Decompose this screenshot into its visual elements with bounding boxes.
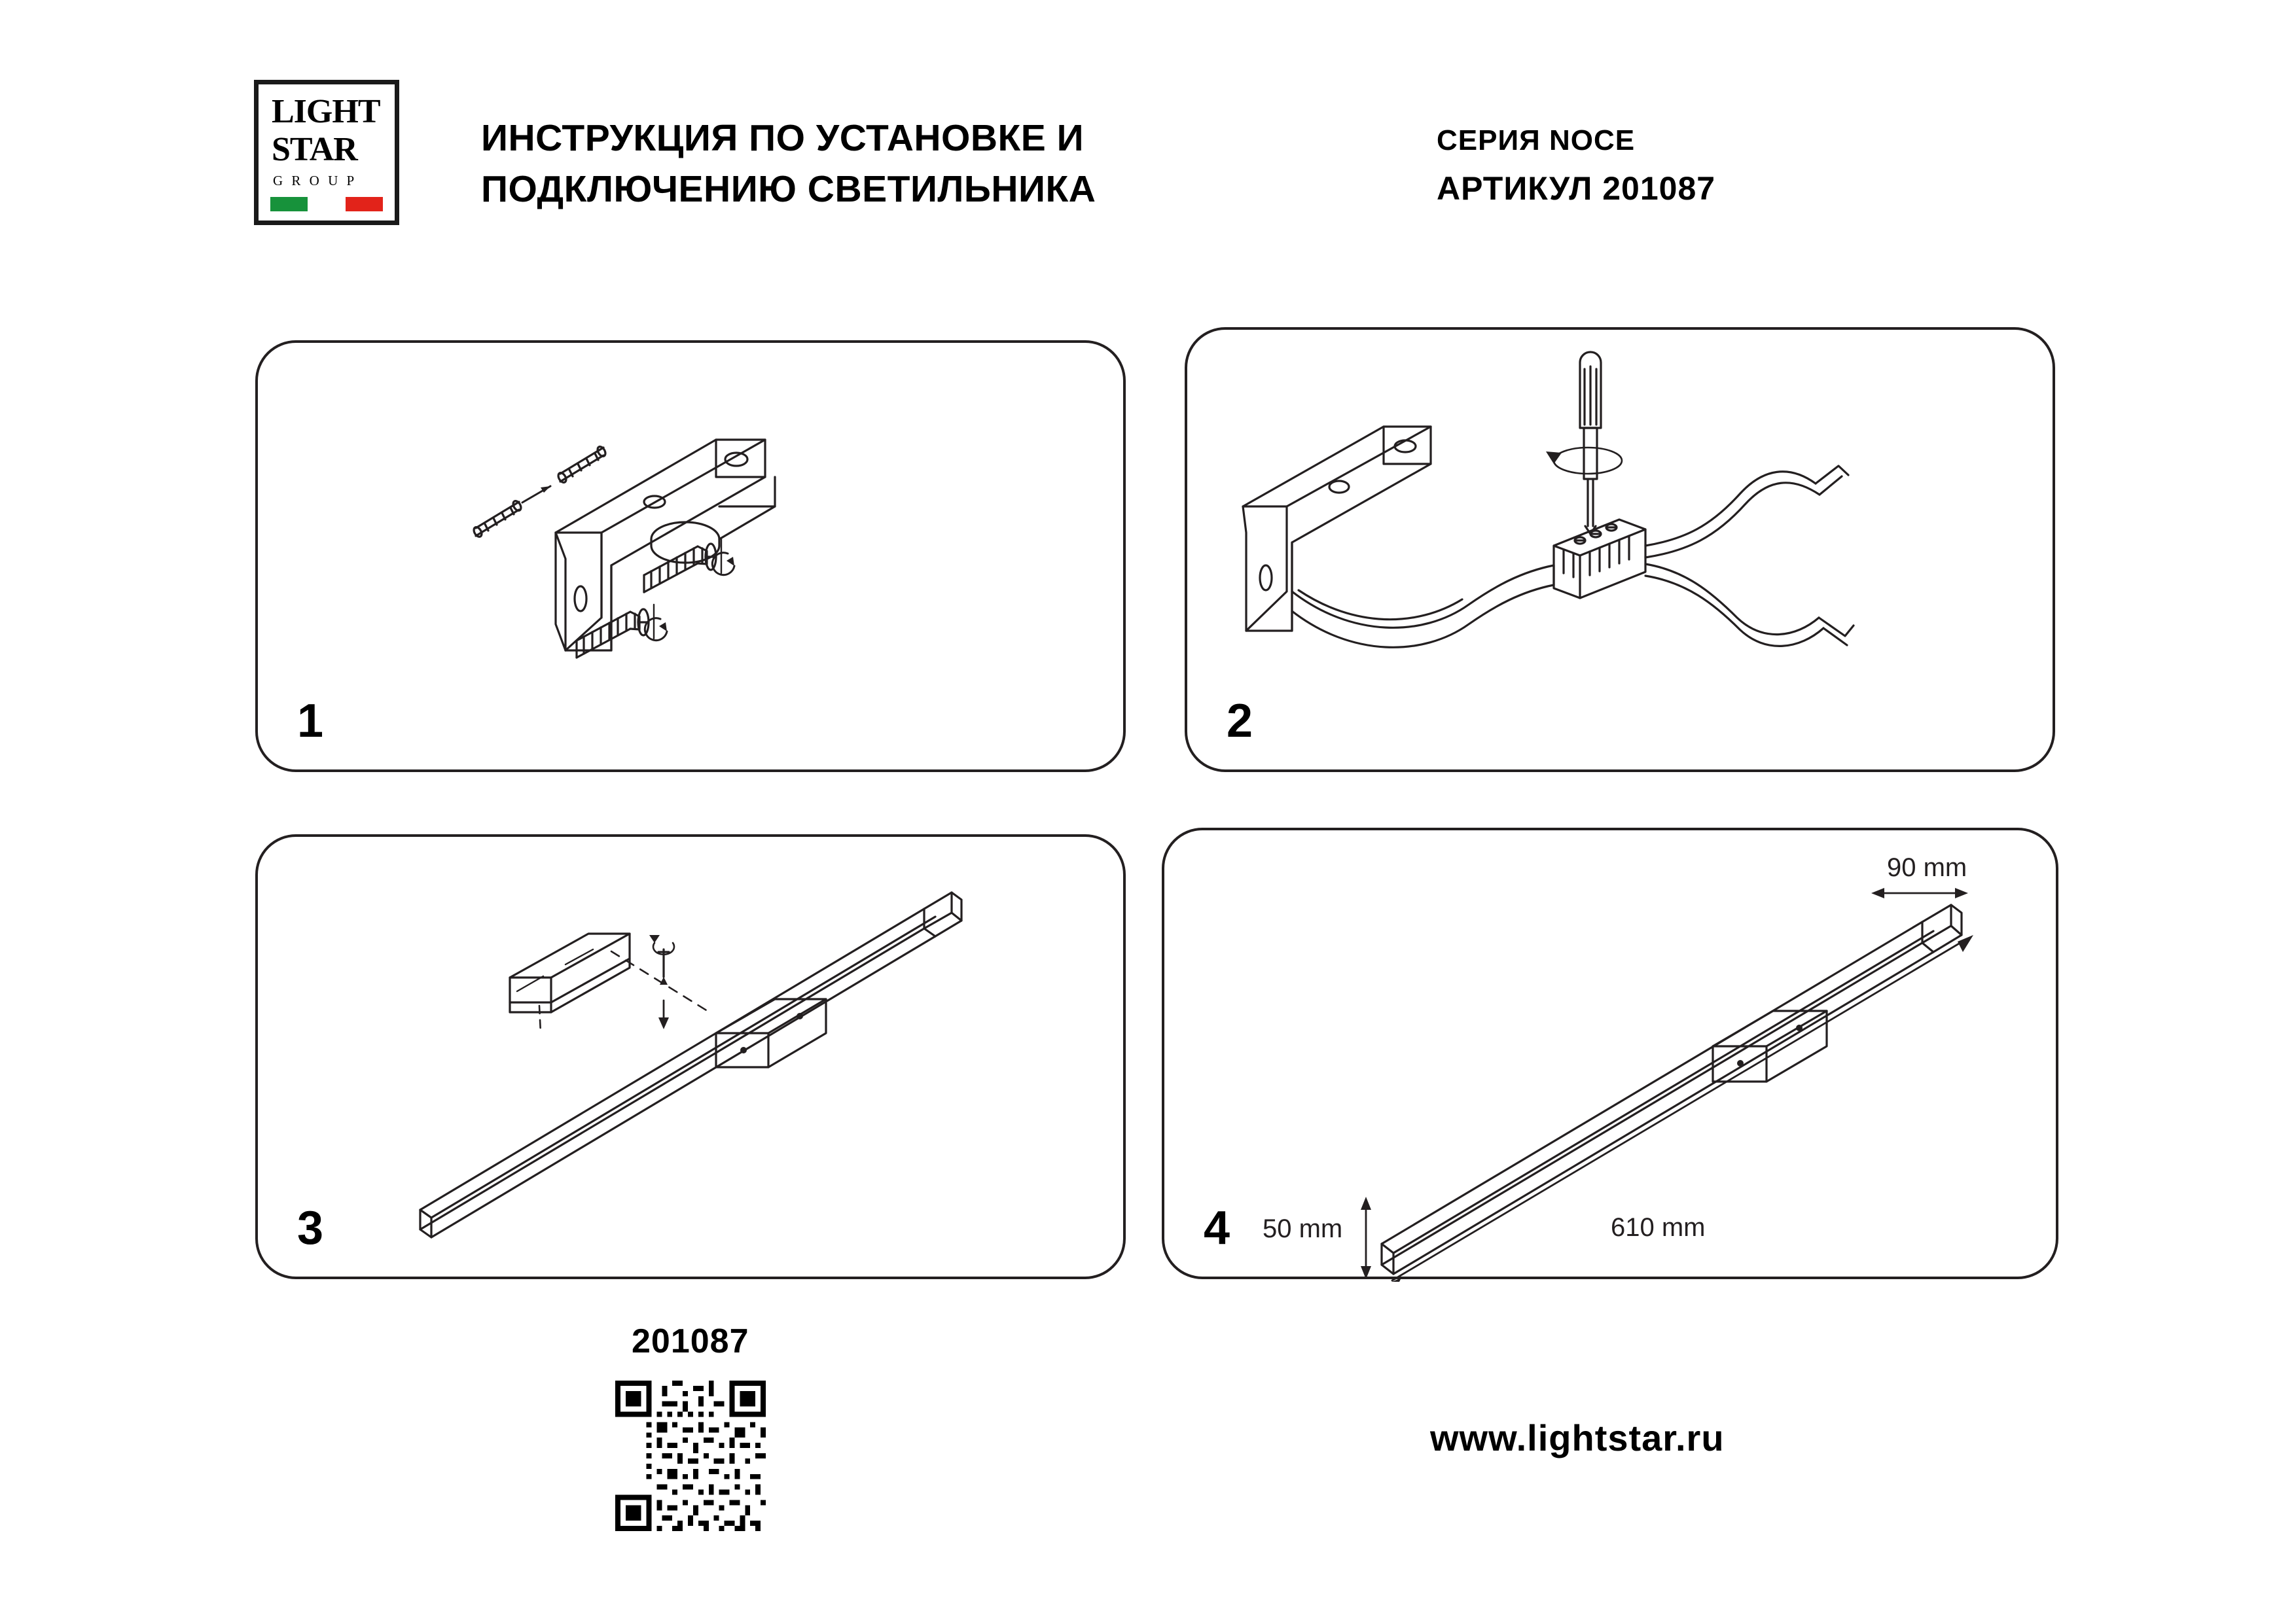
document-header: [0, 0, 2296, 301]
step-number-4: 4: [1204, 1202, 1230, 1254]
dimension-length-label: 610 mm: [1611, 1213, 1706, 1242]
logo-line-group: G R O U P: [273, 173, 357, 188]
figure-step-3: [258, 837, 1128, 1282]
dimension-width-label: 90 mm: [1887, 853, 1967, 882]
step-number-3: 3: [297, 1202, 324, 1254]
step-number-1: 1: [297, 695, 324, 747]
logo: [254, 80, 399, 225]
step-panel-4: [1162, 828, 2058, 1279]
qr-code-icon: [615, 1381, 766, 1531]
figure-step-4: [1164, 830, 2061, 1282]
page-title-line-1: ИНСТРУКЦИЯ ПО УСТАНОВКЕ И: [481, 117, 1085, 159]
page-title-line-2: ПОДКЛЮЧЕНИЮ СВЕТИЛЬНИКА: [481, 168, 1096, 210]
dimension-height-label: 50 mm: [1263, 1214, 1343, 1243]
footer-article-code: 201087: [632, 1322, 749, 1360]
product-meta: [1437, 121, 2026, 210]
logo-line-star: STAR: [272, 131, 357, 168]
website-url: www.lightstar.ru: [1430, 1417, 1725, 1458]
figure-step-1: [258, 343, 1128, 775]
step-panel-3: [255, 834, 1126, 1279]
step-panel-2: [1185, 327, 2055, 772]
series-label: СЕРИЯ NOCE: [1437, 124, 1636, 156]
logo-line-light: LIGHT: [272, 93, 380, 130]
step-panel-1: [255, 340, 1126, 772]
page-title: [481, 113, 1332, 215]
step-number-2: 2: [1227, 695, 1253, 747]
article-label: АРТИКУЛ 201087: [1437, 170, 1716, 207]
italian-flag-icon: [270, 197, 383, 211]
figure-step-2: [1187, 330, 2058, 775]
